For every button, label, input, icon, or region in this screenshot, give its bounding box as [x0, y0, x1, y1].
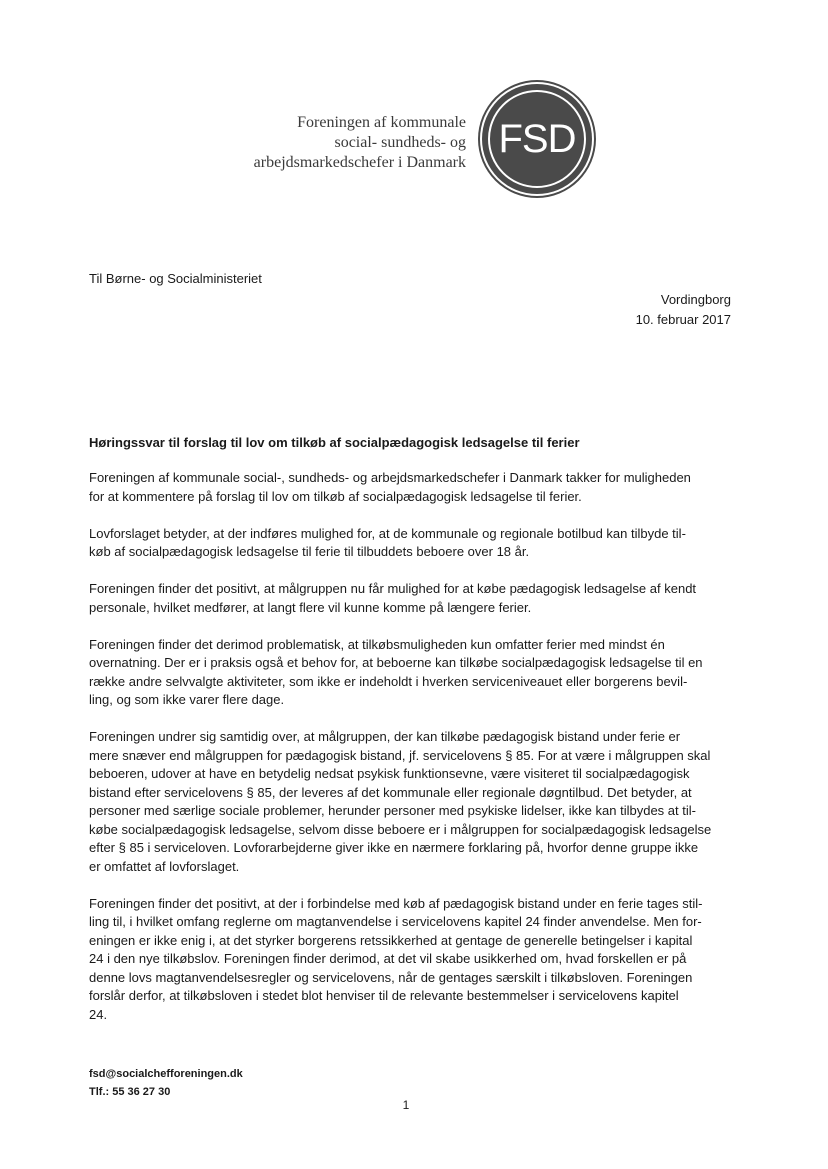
organization-name — [106, 113, 466, 173]
footer-email: fsd@socialchefforeningen.dk — [89, 1068, 243, 1080]
paragraph-line: Lovforslaget betyder, at der indføres mulighed for, at de kommunale og regionale botilbud kan tilbyde til- — [89, 525, 686, 541]
paragraph-line: mere snæver end målgruppen for pædagogisk bistand, jf. servicelovens § 85. For at være i målgruppen skal — [89, 747, 711, 763]
paragraph-line: for at kommentere på forslag til lov om tilkøb af socialpædagogisk ledsagelse til ferier. — [89, 488, 582, 504]
paragraph-line: 24 i den nye tilkøbslov. Foreningen finder derimod, at det vil skabe usikkerhed om, hvad forskellen er på — [89, 951, 687, 966]
footer-phone: Tlf.: 55 36 27 30 — [89, 1086, 171, 1098]
paragraph-line: bistand efter servicelovens § 85, der leveres af det kommunale eller regionale døgntilbud. Det betyder, at — [89, 784, 692, 800]
body-paragraph — [89, 469, 739, 506]
paragraph-line: Foreningen finder det positivt, at målgruppen nu får mulighed for at købe pædagogisk ledsagelse af kendt — [89, 581, 697, 596]
paragraph-line: er omfattet af lovforslaget. — [89, 858, 240, 874]
paragraph-line: ling til, i hvilket omfang reglerne om magtanvendelse i servicelovens kapitel 24 finder anvendelse. Men for- — [89, 914, 702, 929]
paragraph-line: Foreningen af kommunale social-, sundheds- og arbejdsmarkedschefer i Danmark takker for muligheden — [89, 470, 691, 485]
paragraph-line: ling, og som ikke varer flere dage. — [89, 692, 285, 707]
org-name-line: Foreningen af kommunale — [297, 114, 466, 131]
letter-body — [89, 469, 739, 1043]
body-paragraph — [89, 580, 739, 617]
paragraph-line: 24. — [89, 1006, 108, 1022]
paragraph-line: forslår derfor, at tilkøbsloven i stedet blot henviser til de relevante bestemmelser i servicelovens kapitel — [89, 988, 679, 1003]
paragraph-line: personale, hvilket medfører, at langt flere vil kunne komme på længere ferier. — [89, 599, 532, 615]
paragraph-line: denne lovs magtanvendelsesregler og servicelovens, når de gentages særskilt i tilkøbsloven. Foreningen — [89, 969, 693, 985]
org-name-line: arbejdsmarkedschefer i Danmark — [253, 154, 466, 171]
paragraph-line: Foreningen finder det derimod problematisk, at tilkøbsmuligheden kun omfatter ferier med mindst én — [89, 636, 665, 652]
body-paragraph — [89, 728, 739, 876]
paragraph-line: købe socialpædagogisk ledsagelse, selvom disse beboere er i målgruppen for socialpædagogisk ledsagelse — [89, 821, 712, 837]
footer-contact — [89, 1065, 243, 1101]
recipient: Til Børne- og Socialministeriet — [89, 271, 262, 286]
paragraph-line: Foreningen undrer sig samtidig over, at målgruppen, der kan tilkøbe pædagogisk bistand under ferie er — [89, 729, 681, 744]
page-number: 1 — [402, 1098, 410, 1112]
org-name-line: social- sundheds- og — [334, 134, 466, 151]
fsd-logo — [482, 84, 592, 194]
paragraph-line: række andre selvvalgte aktiviteter, som ikke er indeholdt i hverken serviceniveauet eller borgerens bevil- — [89, 673, 688, 689]
place: Vordingborg — [660, 292, 731, 307]
paragraph-line: overnatning. Der er i praksis også et behov for, at beboerne kan tilkøbe socialpædagogisk ledsagelse til en — [89, 655, 703, 670]
paragraph-line: personer med særlige sociale problemer, herunder personer med psykiske lidelser, ikke kan tilbydes at til- — [89, 803, 696, 818]
paragraph-line: beboeren, udover at have en betydelig nedsat psykisk funktionsevne, være visiteret til socialpædagogisk — [89, 766, 690, 781]
logo-text: FSD — [498, 117, 576, 161]
body-paragraph — [89, 636, 739, 710]
date: 10. februar 2017 — [635, 312, 731, 327]
paragraph-line: efter § 85 i serviceloven. Lovforarbejderne giver ikke en nærmere forklaring på, hvorfor denne gruppe ikke — [89, 840, 699, 855]
place-date — [636, 290, 731, 330]
subject-heading: Høringssvar til forslag til lov om tilkøb af socialpædagogisk ledsagelse til ferier — [89, 435, 580, 450]
body-paragraph — [89, 525, 739, 562]
body-paragraph — [89, 895, 739, 1025]
paragraph-line: køb af socialpædagogisk ledsagelse til ferie til tilbuddets beboere over 18 år. — [89, 544, 530, 559]
paragraph-line: Foreningen finder det positivt, at der i forbindelse med køb af pædagogisk bistand under en ferie tages stil- — [89, 895, 703, 911]
paragraph-line: eningen er ikke enig i, at det styrker borgerens retssikkerhed at gentage de generelle betingelser i kapital — [89, 932, 693, 948]
